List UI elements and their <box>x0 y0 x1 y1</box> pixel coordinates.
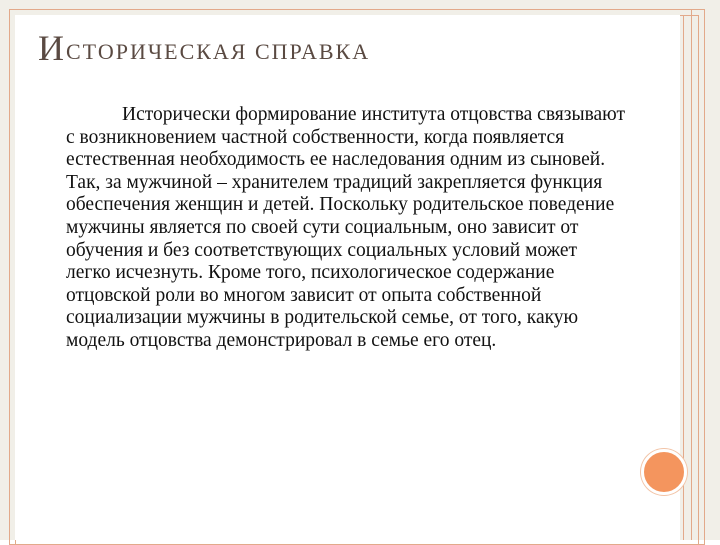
slide-title <box>38 30 370 66</box>
decorative-side-line <box>691 9 692 540</box>
body-paragraph: Исторически формирование института отцовства связывают с возникновением частной собственности, когда появляется естественная необходимость ее наследования одним из сыновей. Так, за мужчиной – хранителем традиций закрепляется функция обеспечения женщин и детей. Поскольку родительское поведение мужчины является по своей сути социальным, оно зависит от обучения и без соответствующих социальных условий может легко исчезнуть. Кроме того, психологическое содержание отцовской роли во многом зависит от опыта собственной социализации мужчины в родительской семье, от того, какую модель отцовства демонстрировал в семье его отец. <box>66 104 626 351</box>
title-rest: СТОРИЧЕСКАЯ СПРАВКА <box>66 39 371 64</box>
title-initial: И <box>38 28 66 68</box>
decorative-circle <box>641 449 687 495</box>
